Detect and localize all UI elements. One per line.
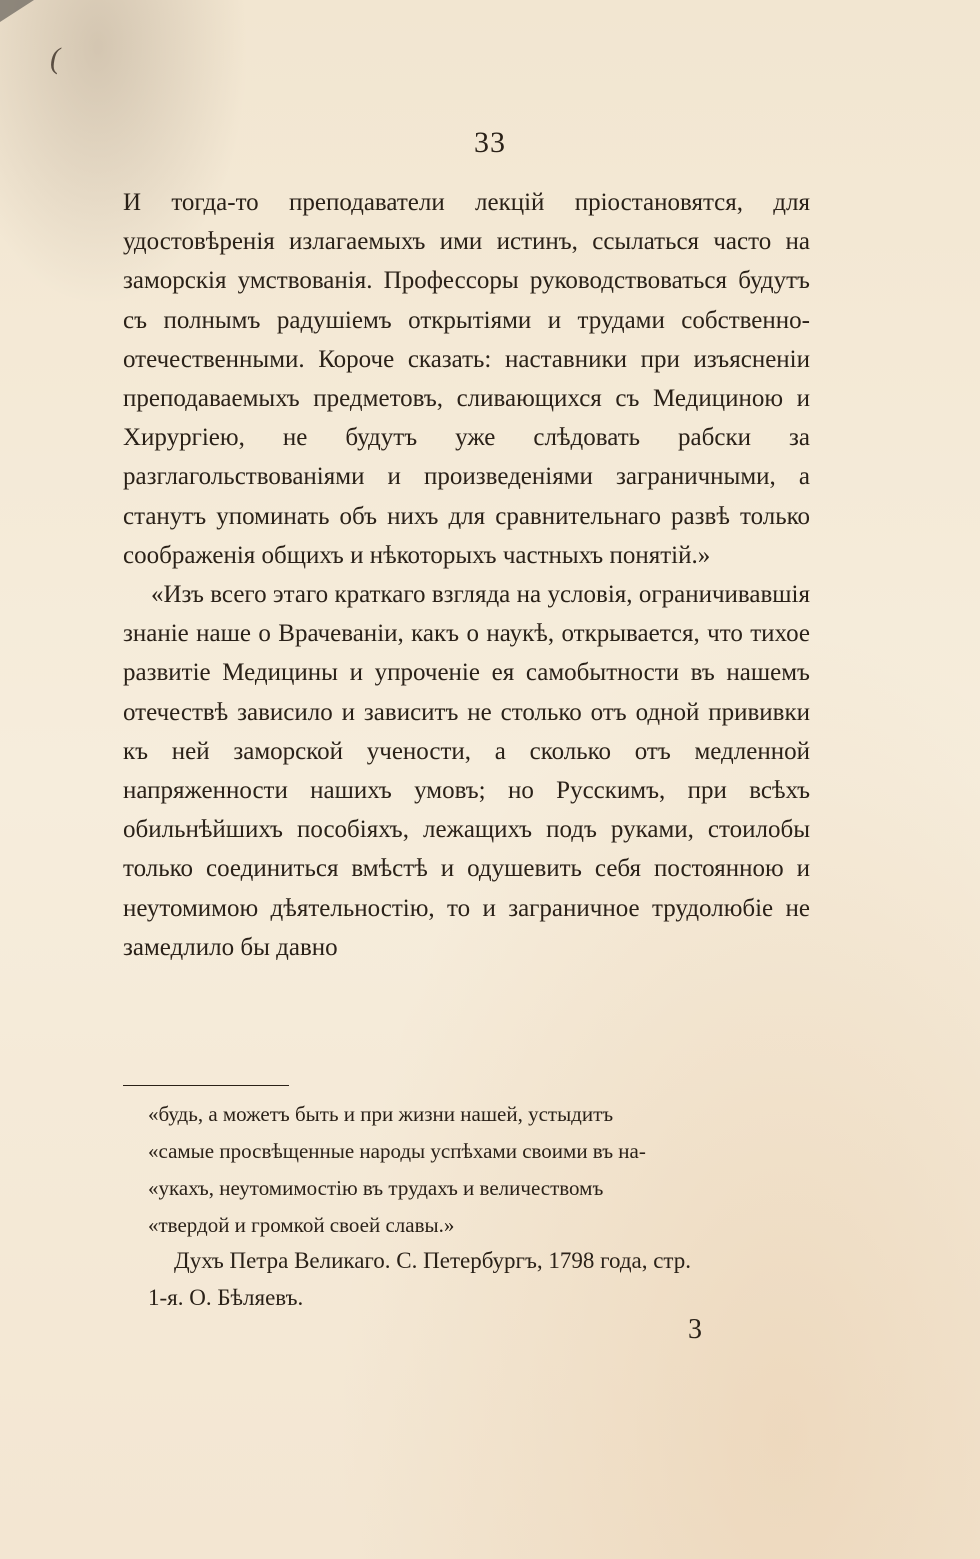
paragraph-1: И тогда-то преподаватели лекцій пріостановятся, для удостовѣренія излагаемыхъ ими истинъ, ссылаться часто на заморскія умствованія. Профессоры руководствоваться будутъ съ полнымъ радушіемъ открытіями и трудами собственно-отечественными. Короче сказать: наставники при изъясненіи преподаваемыхъ предметовъ, сливающихся съ Медициною и Хирургіею, не будутъ уже слѣдовать рабски за разглагольствованіями и произведеніями заграничными, а станутъ упоминать объ нихъ для сравнительнаго развѣ только соображенія общихъ и нѣкоторыхъ частныхъ понятій.» <box>123 189 810 569</box>
folded-corner <box>0 0 34 22</box>
page-number: 33 <box>474 126 506 159</box>
footnote <box>148 1096 806 1244</box>
footnote-line: «самые просвѣщенные народы успѣхами своими въ на- <box>148 1139 646 1163</box>
footnote-line: «будь, а можетъ быть и при жизни нашей, устыдитъ <box>148 1102 614 1126</box>
footnote-line: «твердой и громкой своей славы.» <box>148 1213 455 1237</box>
citation-author: 1-я. О. Бѣляевъ. <box>148 1285 304 1310</box>
paragraph-2: «Изъ всего этаго краткаго взгляда на условія, ограничивавшія знаніе наше о Врачеваніи, какъ о наукѣ, открывается, что тихое развитіе Медицины и упроченіе ея самобытности въ нашемъ отечествѣ зависило и зависитъ не столько отъ одной прививки къ ней заморской учености, а сколько отъ медленной напряженности нашихъ умовъ; но Русскимъ, при всѣхъ обильнѣйшихъ пособіяхъ, лежащихъ подъ руками, стоилобы только соединиться вмѣстѣ и одушевить себя постоянною и неутомимою дѣятельностію, то и заграничное трудолюбіе не замедлило бы давно <box>123 581 810 961</box>
main-text <box>123 183 810 967</box>
stray-mark: ( <box>50 42 60 75</box>
footnote-rule <box>123 1085 289 1086</box>
signature-mark: 3 <box>688 1314 702 1345</box>
footnote-citation: Духъ Петра Великаго. С. Петербургъ, 1798 года, стр. <box>174 1248 692 1273</box>
footnote-line: «укахъ, неутомимостію въ трудахъ и величествомъ <box>148 1176 604 1200</box>
